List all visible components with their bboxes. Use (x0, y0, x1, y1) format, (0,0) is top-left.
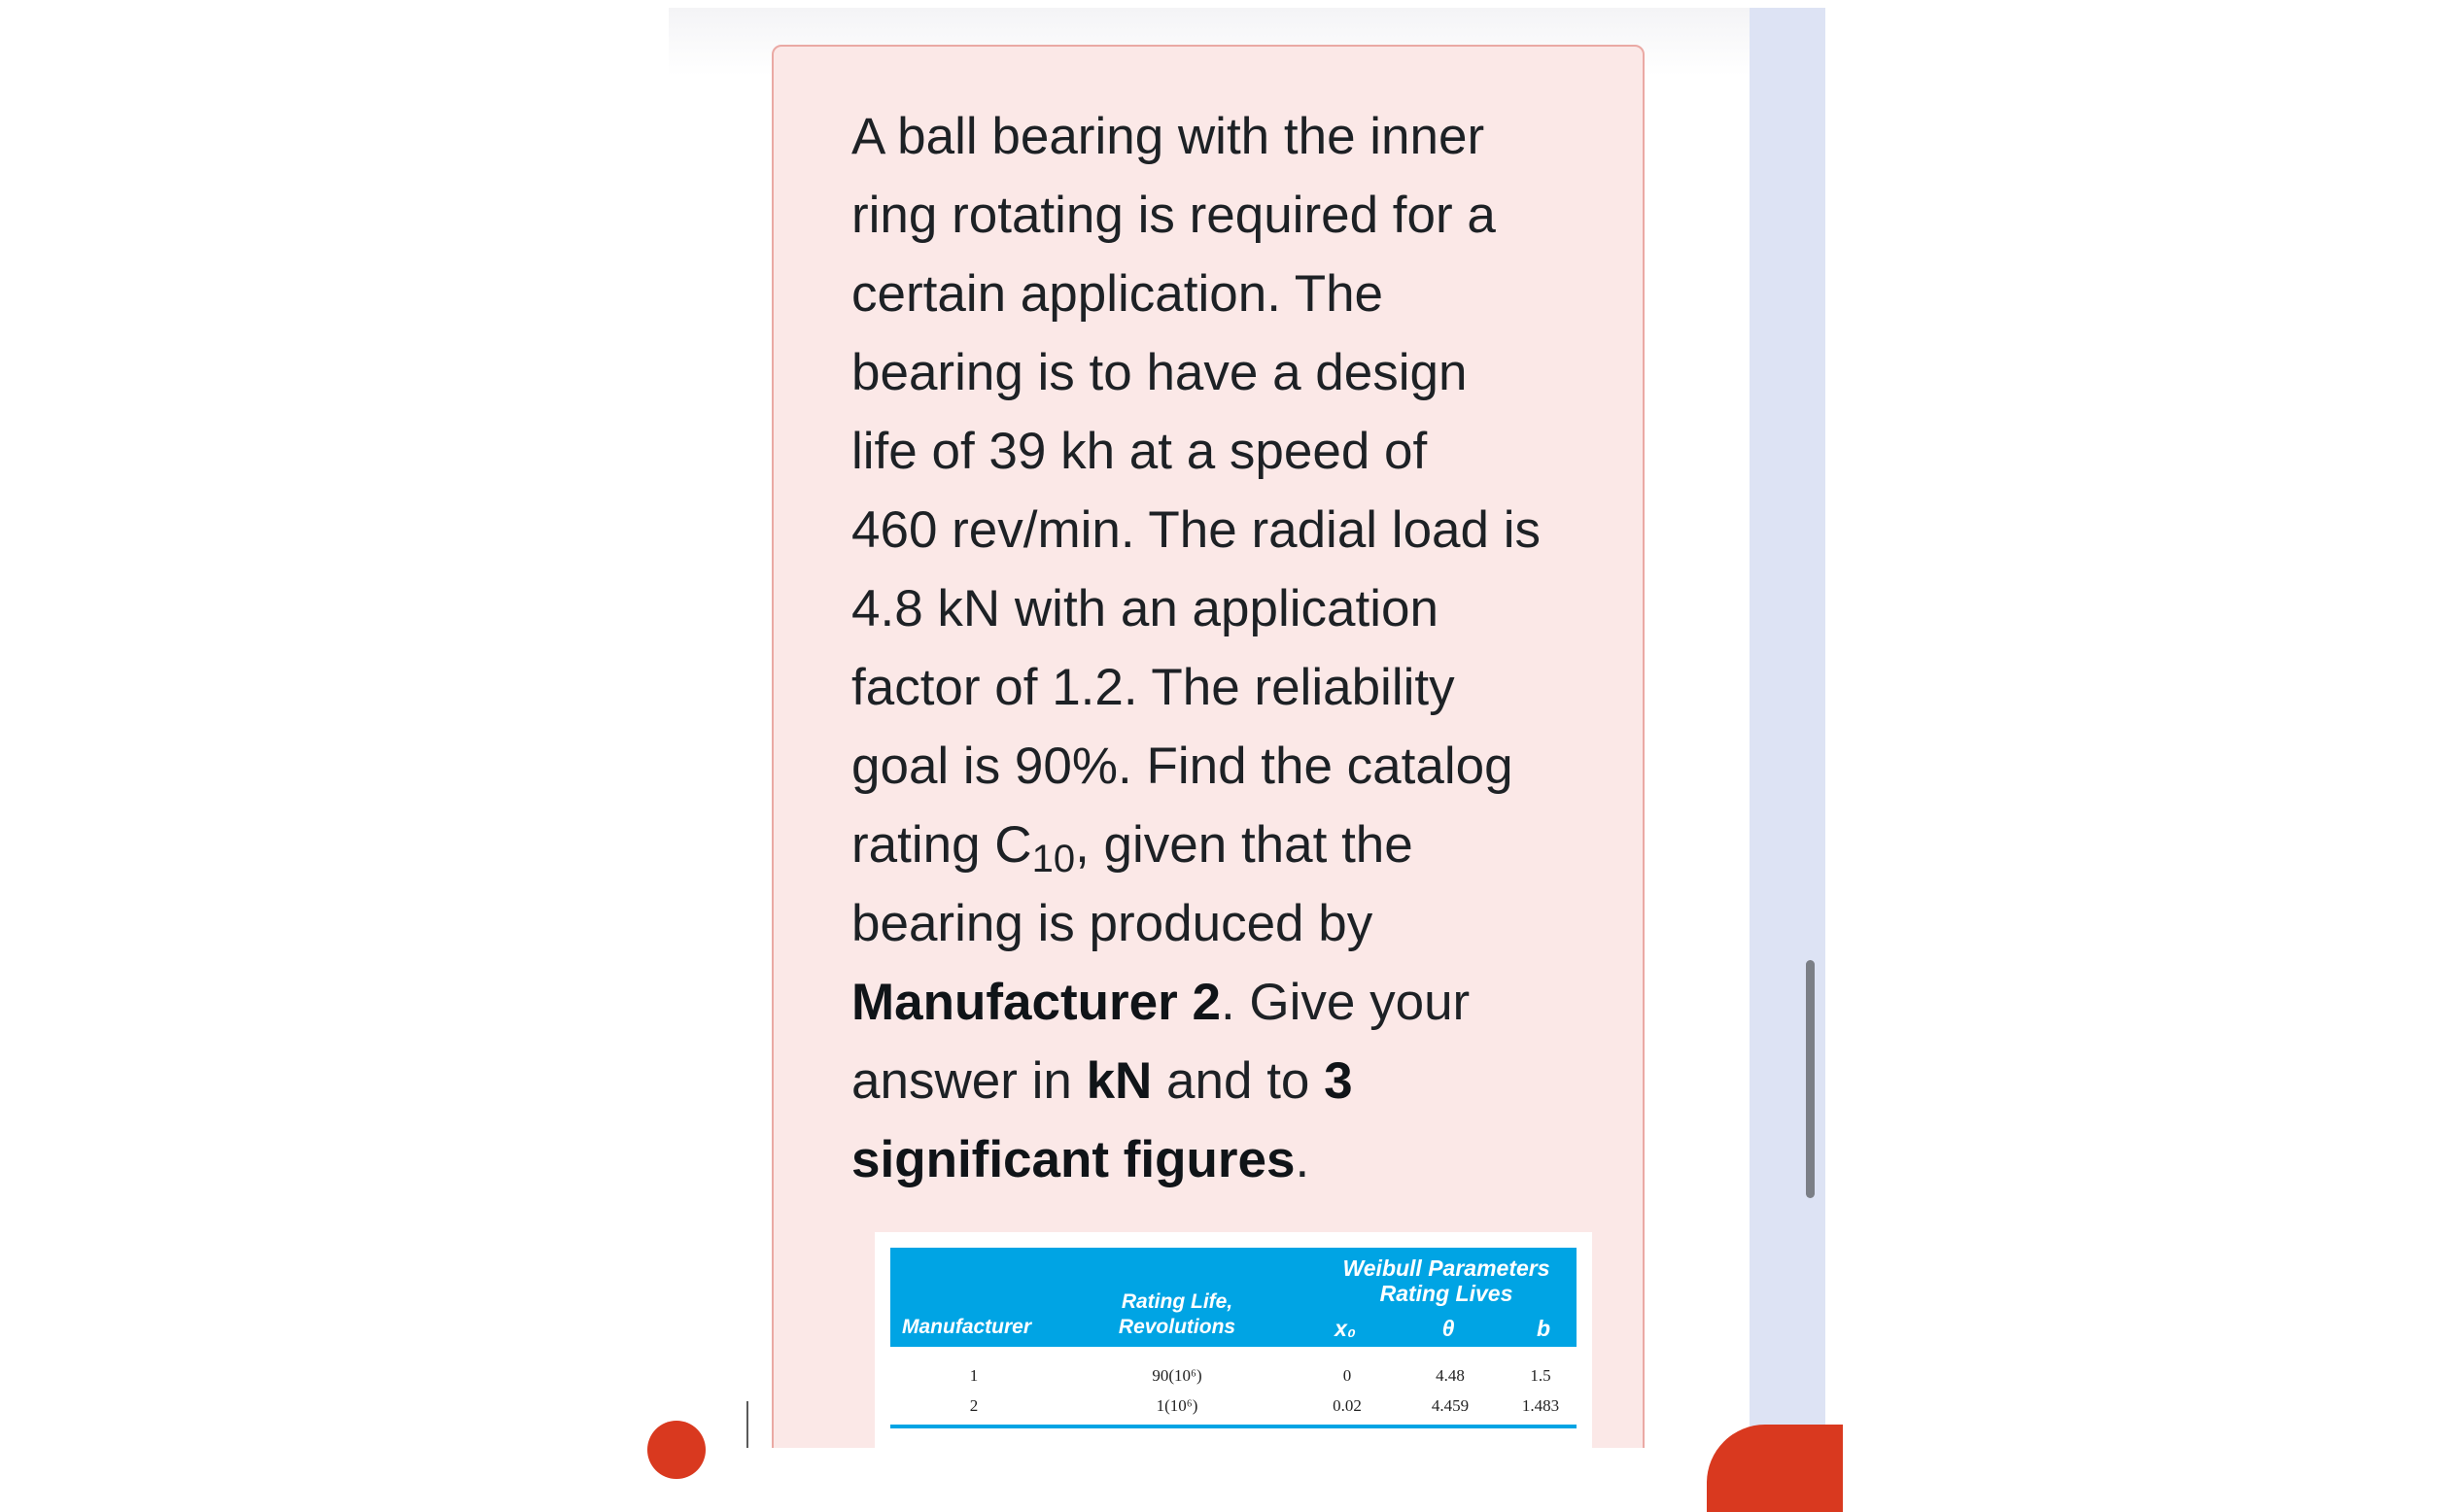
cell-x0: 0 (1342, 1366, 1352, 1385)
cell-b: 1.483 (1521, 1396, 1560, 1415)
question-line: ring rotating is required for a (851, 187, 1496, 244)
cell-rating-life: 1(10⁶) (1156, 1396, 1198, 1415)
table-bottom-rule (890, 1425, 1577, 1428)
cell-theta: 4.48 (1436, 1366, 1465, 1385)
cell-manufacturer: 2 (969, 1396, 979, 1415)
weibull-table-image (875, 1232, 1592, 1448)
header-b: b (1536, 1316, 1551, 1341)
question-line: and to (1152, 1052, 1325, 1110)
question-line: , given that the (1075, 816, 1413, 874)
header-theta: θ (1441, 1316, 1455, 1341)
header-weibull-parameters: Weibull Parameters (1342, 1255, 1550, 1281)
question-line: . (1295, 1131, 1310, 1188)
manufacturer-emphasis: Manufacturer 2 (851, 974, 1221, 1031)
cell-b: 1.5 (1530, 1366, 1551, 1385)
sigfig-count-emphasis: 3 (1324, 1052, 1353, 1110)
header-rating-life: Rating Life, (1121, 1290, 1233, 1313)
subscript-10: 10 (1031, 838, 1076, 880)
question-line: A ball bearing with the inner (851, 108, 1485, 165)
question-line: bearing is produced by (851, 895, 1373, 952)
red-accent-shape (1707, 1425, 1843, 1512)
table-header (890, 1248, 1577, 1347)
cell-manufacturer: 1 (969, 1366, 979, 1385)
cell-rating-life: 90(10⁶) (1152, 1366, 1202, 1385)
cell-theta: 4.459 (1431, 1396, 1470, 1415)
question-line: answer in (851, 1052, 1087, 1110)
question-line: factor of 1.2. The reliability (851, 659, 1455, 716)
question-card (772, 45, 1645, 1448)
scrollbar[interactable] (1806, 960, 1815, 1198)
question-screen (669, 8, 1825, 1448)
question-line: . Give your (1220, 974, 1471, 1031)
side-rail (1750, 8, 1825, 1448)
question-line: certain application. The (851, 265, 1384, 323)
header-manufacturer: Manufacturer (902, 1316, 1032, 1338)
table-row (890, 1360, 1577, 1391)
edge-divider (746, 1401, 748, 1448)
header-x0: x₀ (1334, 1316, 1356, 1341)
red-accent-shape (647, 1421, 706, 1479)
question-line: goal is 90%. Find the catalog (851, 738, 1513, 795)
header-rating-lives: Rating Lives (1379, 1281, 1513, 1306)
cell-x0: 0.02 (1333, 1396, 1362, 1415)
question-line: 460 rev/min. The radial load is (851, 501, 1542, 559)
question-line: bearing is to have a design (851, 344, 1468, 401)
table-row (890, 1391, 1577, 1421)
question-line: rating C (851, 816, 1032, 874)
weibull-table (890, 1248, 1577, 1428)
unit-emphasis: kN (1086, 1052, 1153, 1110)
question-text (851, 97, 1610, 1199)
header-revolutions: Revolutions (1118, 1316, 1236, 1338)
question-line: 4.8 kN with an application (851, 580, 1438, 637)
sigfig-emphasis: significant figures (851, 1131, 1296, 1188)
question-line: life of 39 kh at a speed of (851, 423, 1428, 480)
